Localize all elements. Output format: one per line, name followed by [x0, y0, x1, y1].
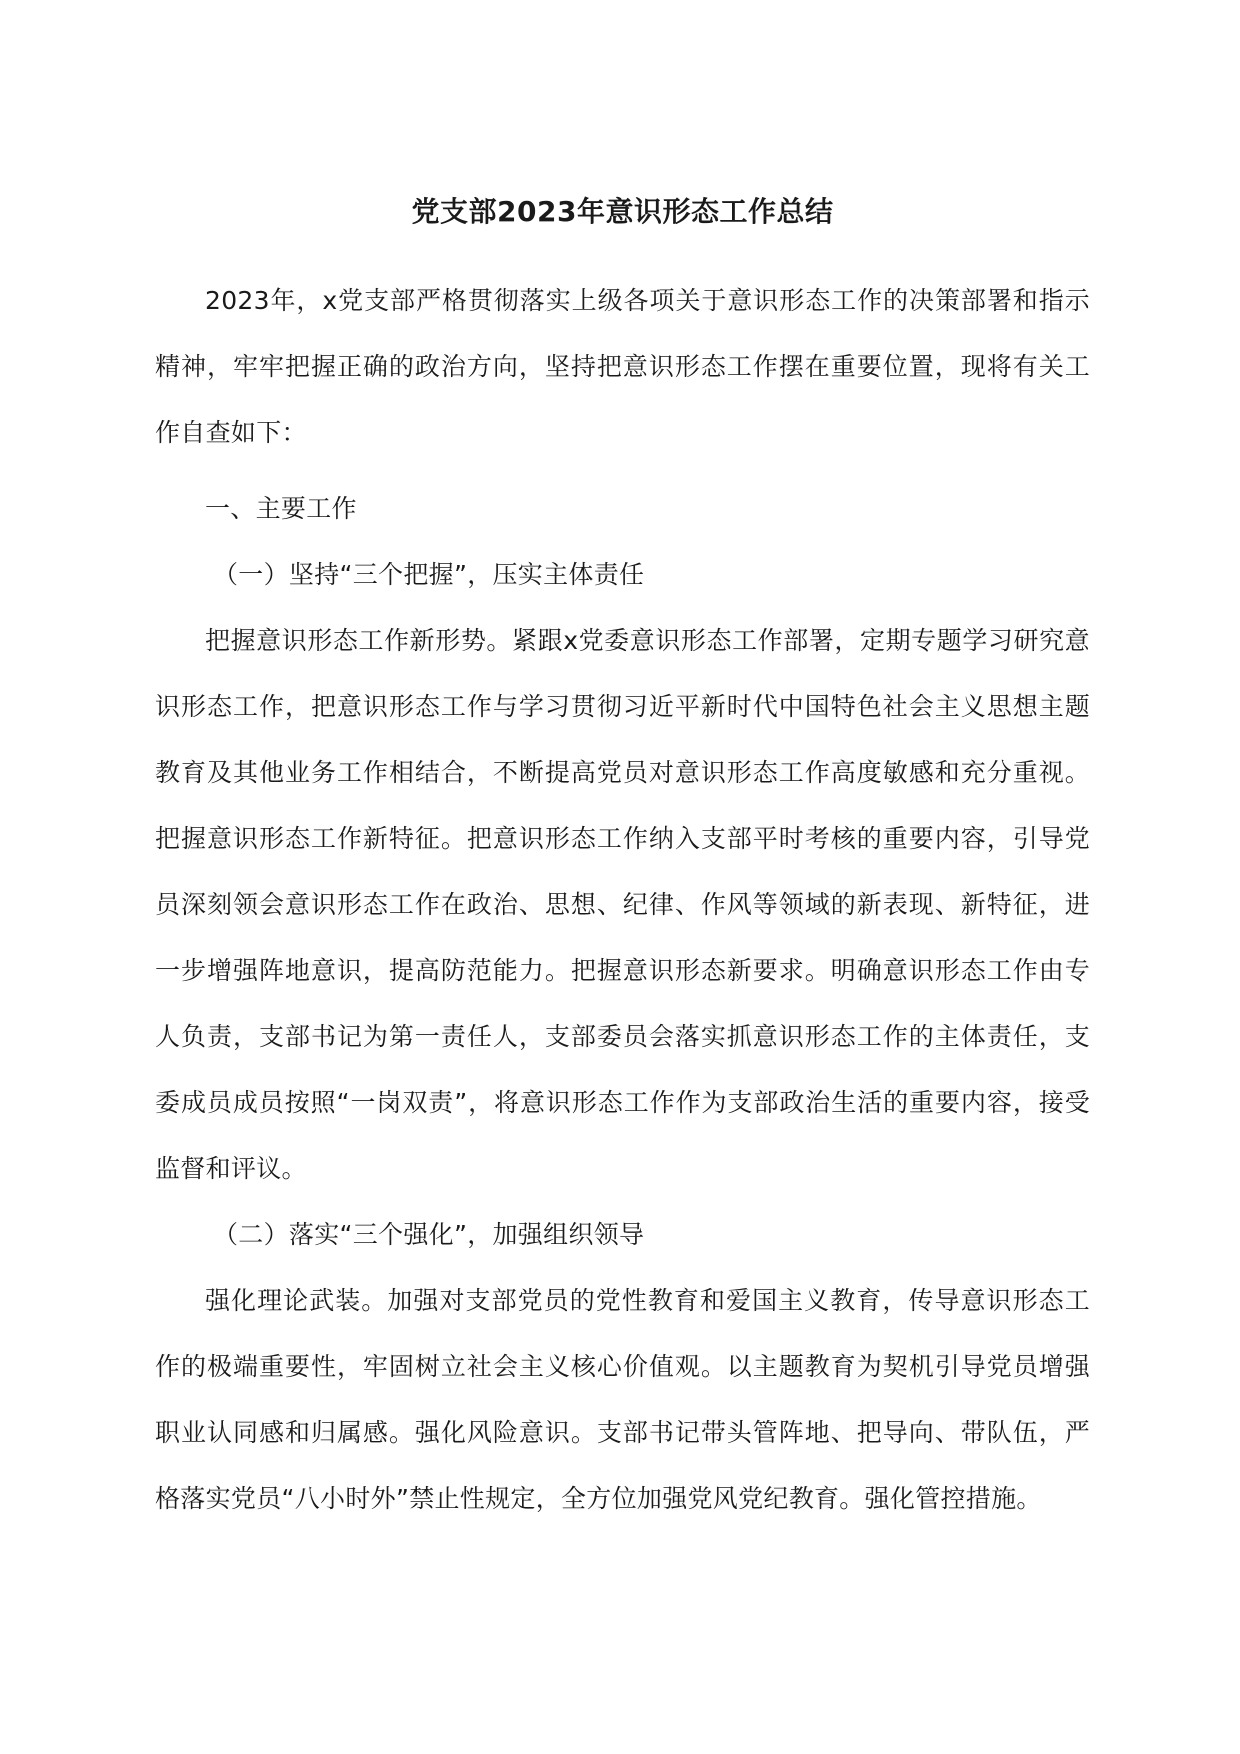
section-heading-main-work: 一、主要工作 — [205, 494, 357, 523]
subsection-heading-2: （二）落实“三个强化”，加强组织领导 — [213, 1220, 645, 1249]
document-title: 党支部2023年意识形态工作总结 — [411, 195, 834, 228]
document-page — [155, 180, 1090, 1532]
subsection-heading-1: （一）坚持“三个把握”，压实主体责任 — [213, 560, 645, 589]
subsection-2-paragraph: 强化理论武装。加强对支部党员的党性教育和爱国主义教育，传导意识形态工作的极端重要性，牢固树立社会主义核心价值观。以主题教育为契机引导党员增强职业认同感和归属感。强化风险意识。支部书记带头管阵地、把导向、带队伍，严格落实党员“八小时外”禁止性规定，全方位加强党风党纪教育。强化管控措施。 — [155, 1286, 1090, 1513]
subsection-1-paragraph: 把握意识形态工作新形势。紧跟x党委意识形态工作部署，定期专题学习研究意识形态工作，把意识形态工作与学习贯彻习近平新时代中国特色社会主义思想主题教育及其他业务工作相结合，不断提高党员对意识形态工作高度敏感和充分重视。把握意识形态工作新特征。把意识形态工作纳入支部平时考核的重要内容，引导党员深刻领会意识形态工作在政治、思想、纪律、作风等领域的新表现、新特征，进一步增强阵地意识，提高防范能力。把握意识形态新要求。明确意识形态工作由专人负责，支部书记为第一责任人，支部委员会落实抓意识形态工作的主体责任，支委成员成员按照“一岗双责”，将意识形态工作作为支部政治生活的重要内容，接受监督和评议。 — [155, 626, 1090, 1183]
intro-paragraph: 2023年，x党支部严格贯彻落实上级各项关于意识形态工作的决策部署和指示精神，牢牢把握正确的政治方向，坚持把意识形态工作摆在重要位置，现将有关工作自查如下： — [155, 286, 1090, 447]
